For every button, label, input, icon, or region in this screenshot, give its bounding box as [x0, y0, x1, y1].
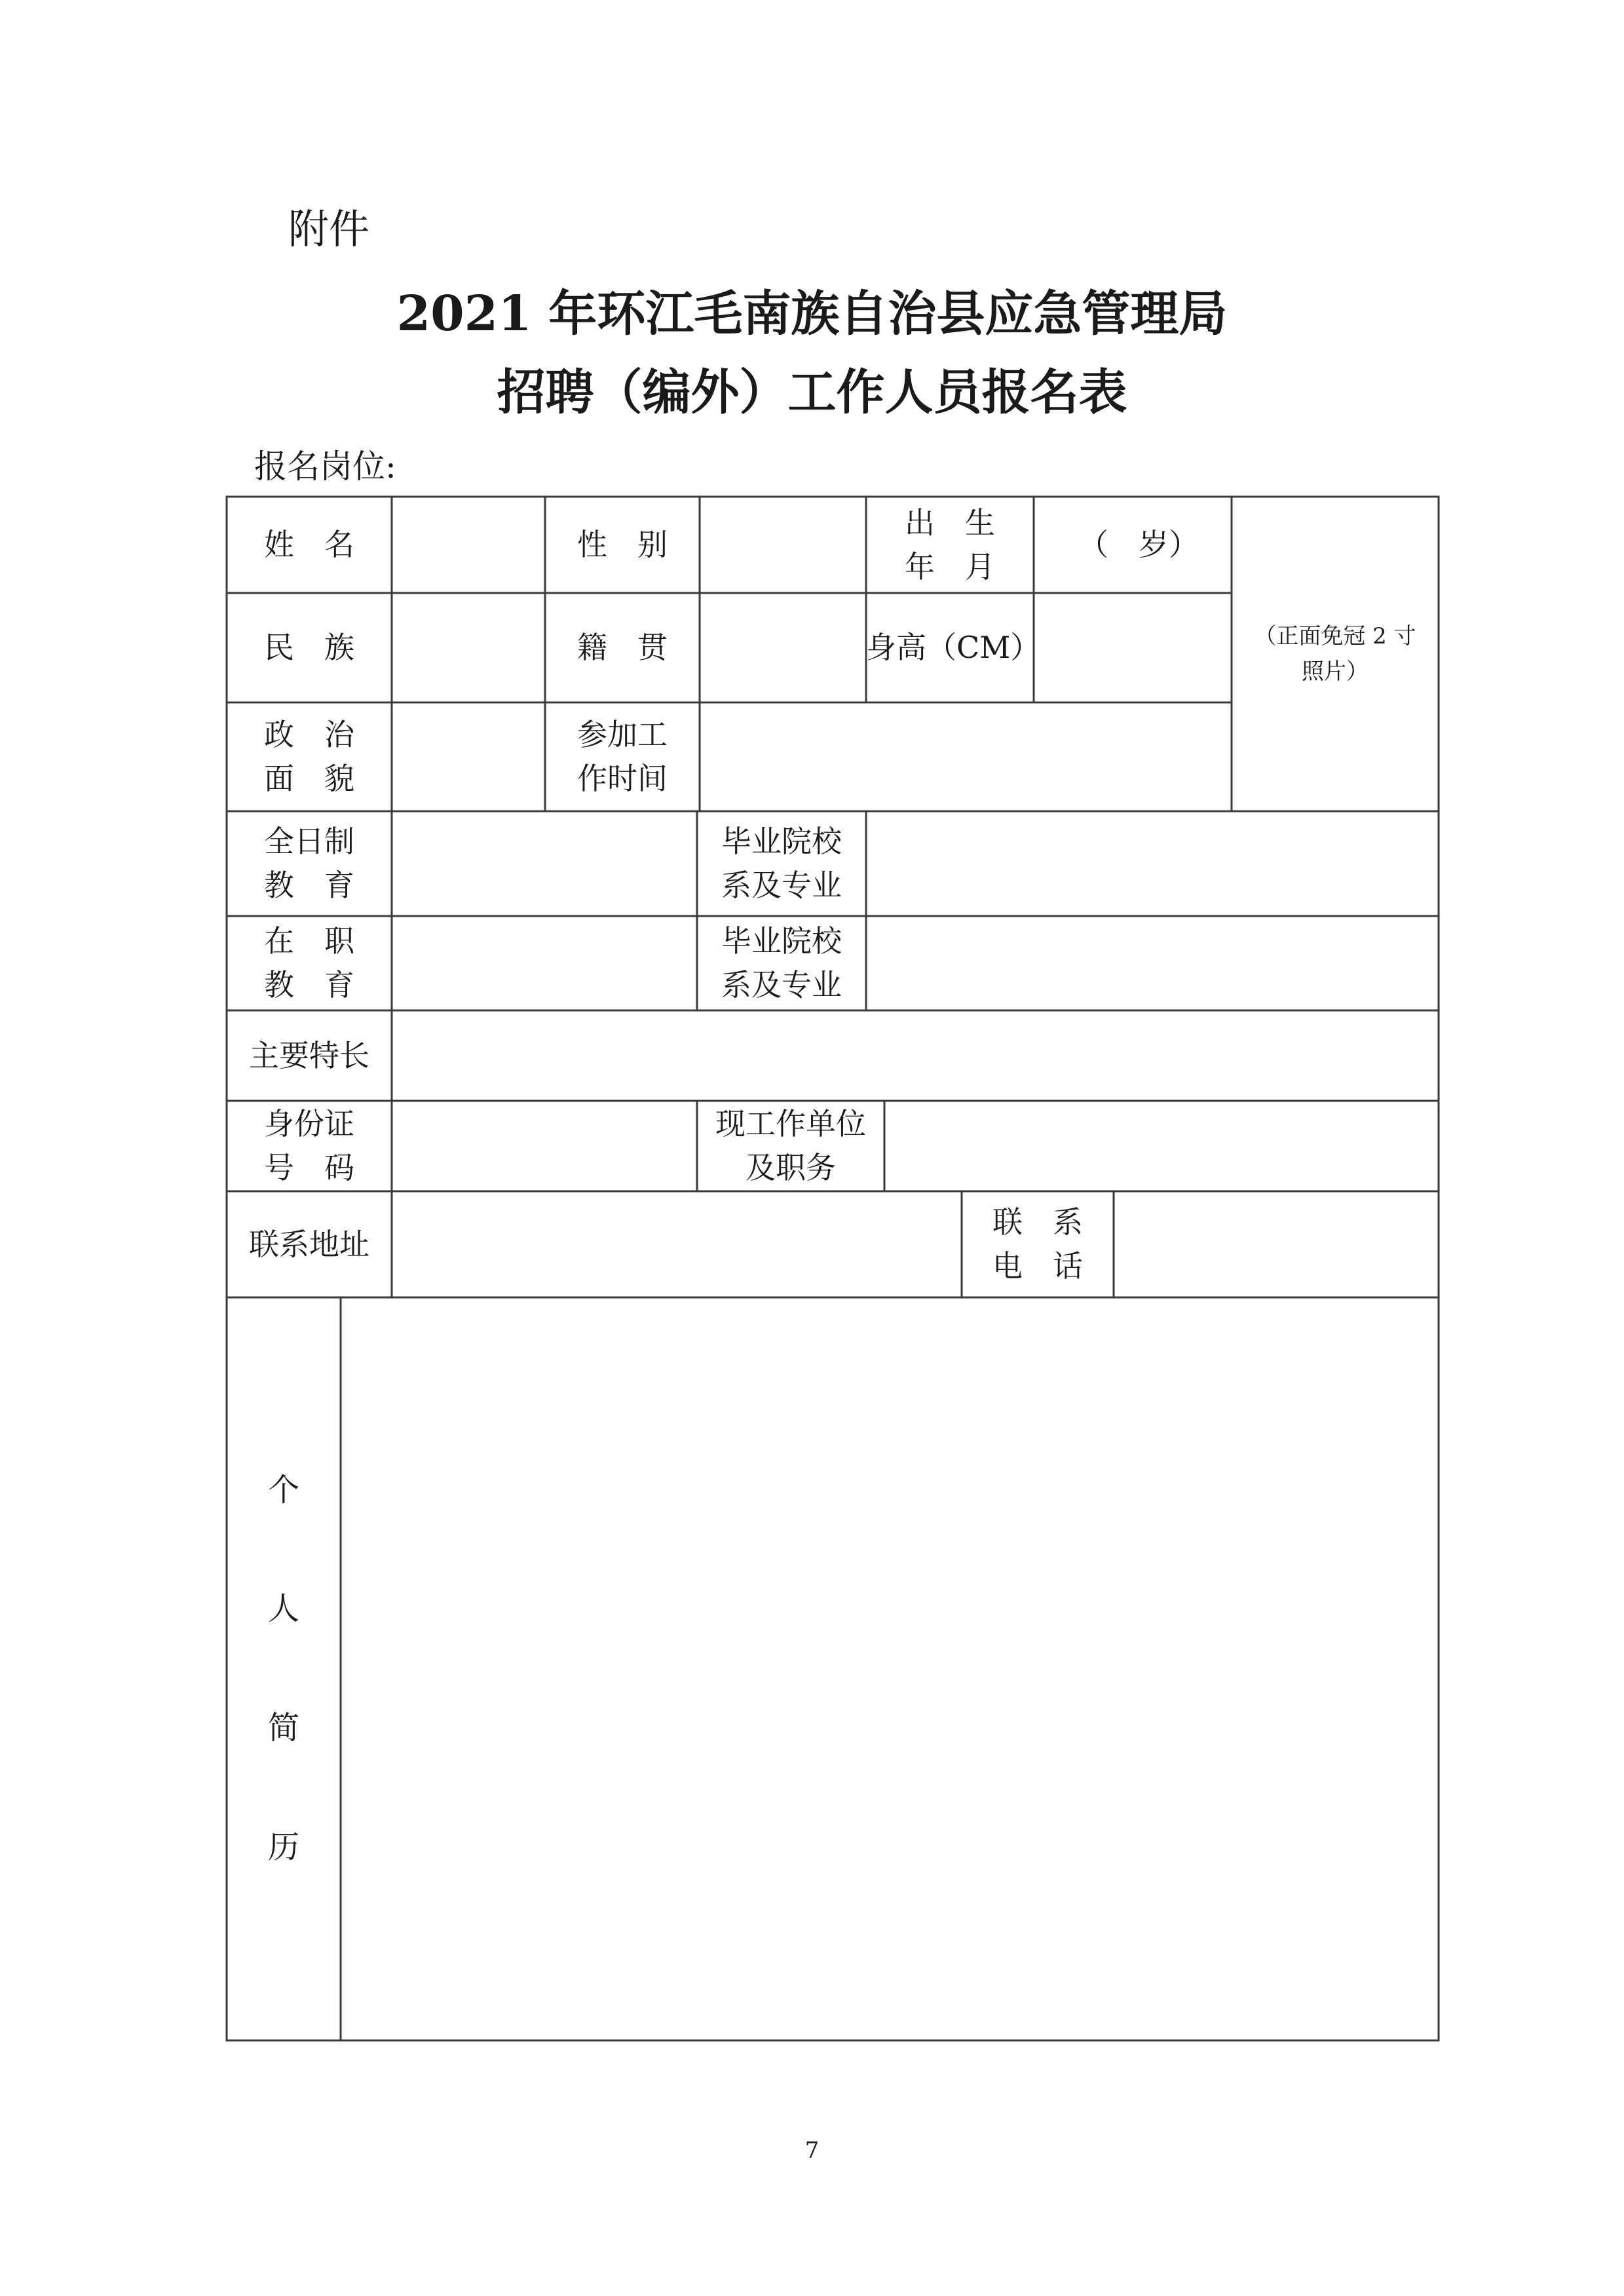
- resume-char-3: 简: [267, 1710, 299, 1746]
- resume-char-4: 历: [267, 1828, 299, 1866]
- political-field[interactable]: [392, 702, 545, 811]
- photo-box[interactable]: [1232, 497, 1439, 811]
- specialty-field[interactable]: [392, 1010, 1439, 1101]
- label-work-start: [545, 702, 700, 811]
- label-idcard-line1: 身份证: [264, 1106, 354, 1142]
- position-label-text: 报名岗位:: [254, 448, 396, 486]
- photo-note-line1: （正面免冠 2 寸: [1254, 622, 1416, 649]
- label-inservice-line2: 教 育: [264, 967, 354, 1003]
- label-phone-line2: 电 话: [992, 1248, 1083, 1284]
- label-fulltime-school: [697, 811, 866, 916]
- label-employer-line2: 及职务: [746, 1150, 836, 1185]
- native-place-field[interactable]: [700, 593, 866, 702]
- resume-field[interactable]: [341, 1297, 1439, 2040]
- form-title-line2: 招聘（编外）工作人员报名表: [497, 364, 1127, 421]
- label-employer-line1: 现工作单位: [715, 1106, 866, 1142]
- label-inservice-school: [697, 916, 866, 1010]
- label-address: 联系地址: [249, 1226, 369, 1262]
- label-specialty: 主要特长: [249, 1037, 369, 1073]
- label-school-line2: 系及专业: [721, 868, 842, 903]
- birth-field[interactable]: [1034, 497, 1232, 593]
- label-height: 身高（CM）: [866, 630, 1041, 666]
- attachment-label: 附件: [288, 205, 370, 253]
- label-birth-line2: 年 月: [905, 548, 995, 584]
- page-number: 7: [804, 2137, 820, 2164]
- label-political-line1: 政 治: [264, 717, 354, 753]
- employer-field[interactable]: [884, 1101, 1439, 1191]
- label-ethnicity: 民 族: [264, 630, 354, 666]
- label-birth: [866, 497, 1034, 593]
- work-start-field[interactable]: [700, 702, 1232, 811]
- label-school-line1: 毕业院校: [721, 824, 842, 860]
- label-inservice-edu: [227, 916, 392, 1010]
- phone-field[interactable]: [1114, 1191, 1439, 1297]
- label-birth-line1: 出 生: [905, 505, 995, 541]
- label-native-place: 籍 贯: [577, 630, 668, 666]
- label-idcard-line2: 号 码: [264, 1150, 354, 1185]
- inservice-school-field[interactable]: [866, 916, 1439, 1010]
- label-school2-line1: 毕业院校: [721, 923, 842, 959]
- label-name: 姓 名: [264, 527, 354, 563]
- height-field[interactable]: [1034, 593, 1232, 702]
- label-idcard: [227, 1101, 392, 1191]
- name-field[interactable]: [392, 497, 545, 593]
- idcard-field[interactable]: [392, 1101, 697, 1191]
- inservice-edu-field[interactable]: [392, 916, 697, 1010]
- resume-char-1: 个: [267, 1471, 299, 1508]
- label-fulltime-line2: 教 育: [264, 868, 354, 903]
- age-note: （ 岁）: [1078, 527, 1199, 563]
- label-employer: [697, 1101, 884, 1191]
- label-resume: [227, 1297, 341, 2040]
- fulltime-edu-field[interactable]: [392, 811, 697, 916]
- label-gender: 性 别: [577, 527, 668, 563]
- fulltime-school-field[interactable]: [866, 811, 1439, 916]
- label-political-line2: 面 貌: [264, 761, 354, 796]
- label-work-start-line1: 参加工: [577, 717, 668, 753]
- label-phone-line1: 联 系: [992, 1204, 1083, 1240]
- label-fulltime-edu: [227, 811, 392, 916]
- label-phone: [962, 1191, 1114, 1297]
- label-fulltime-line1: 全日制: [264, 824, 354, 860]
- photo-note-line2: 照片）: [1302, 659, 1369, 685]
- ethnicity-field[interactable]: [392, 593, 545, 702]
- label-political: [227, 702, 392, 811]
- label-school2-line2: 系及专业: [721, 967, 842, 1003]
- form-title-line1: 2021 年环江毛南族自治县应急管理局: [396, 286, 1228, 342]
- resume-char-2: 人: [267, 1590, 299, 1628]
- gender-field[interactable]: [700, 497, 866, 593]
- label-inservice-line1: 在 职: [264, 923, 354, 959]
- address-field[interactable]: [392, 1191, 962, 1297]
- label-work-start-line2: 作时间: [577, 761, 668, 796]
